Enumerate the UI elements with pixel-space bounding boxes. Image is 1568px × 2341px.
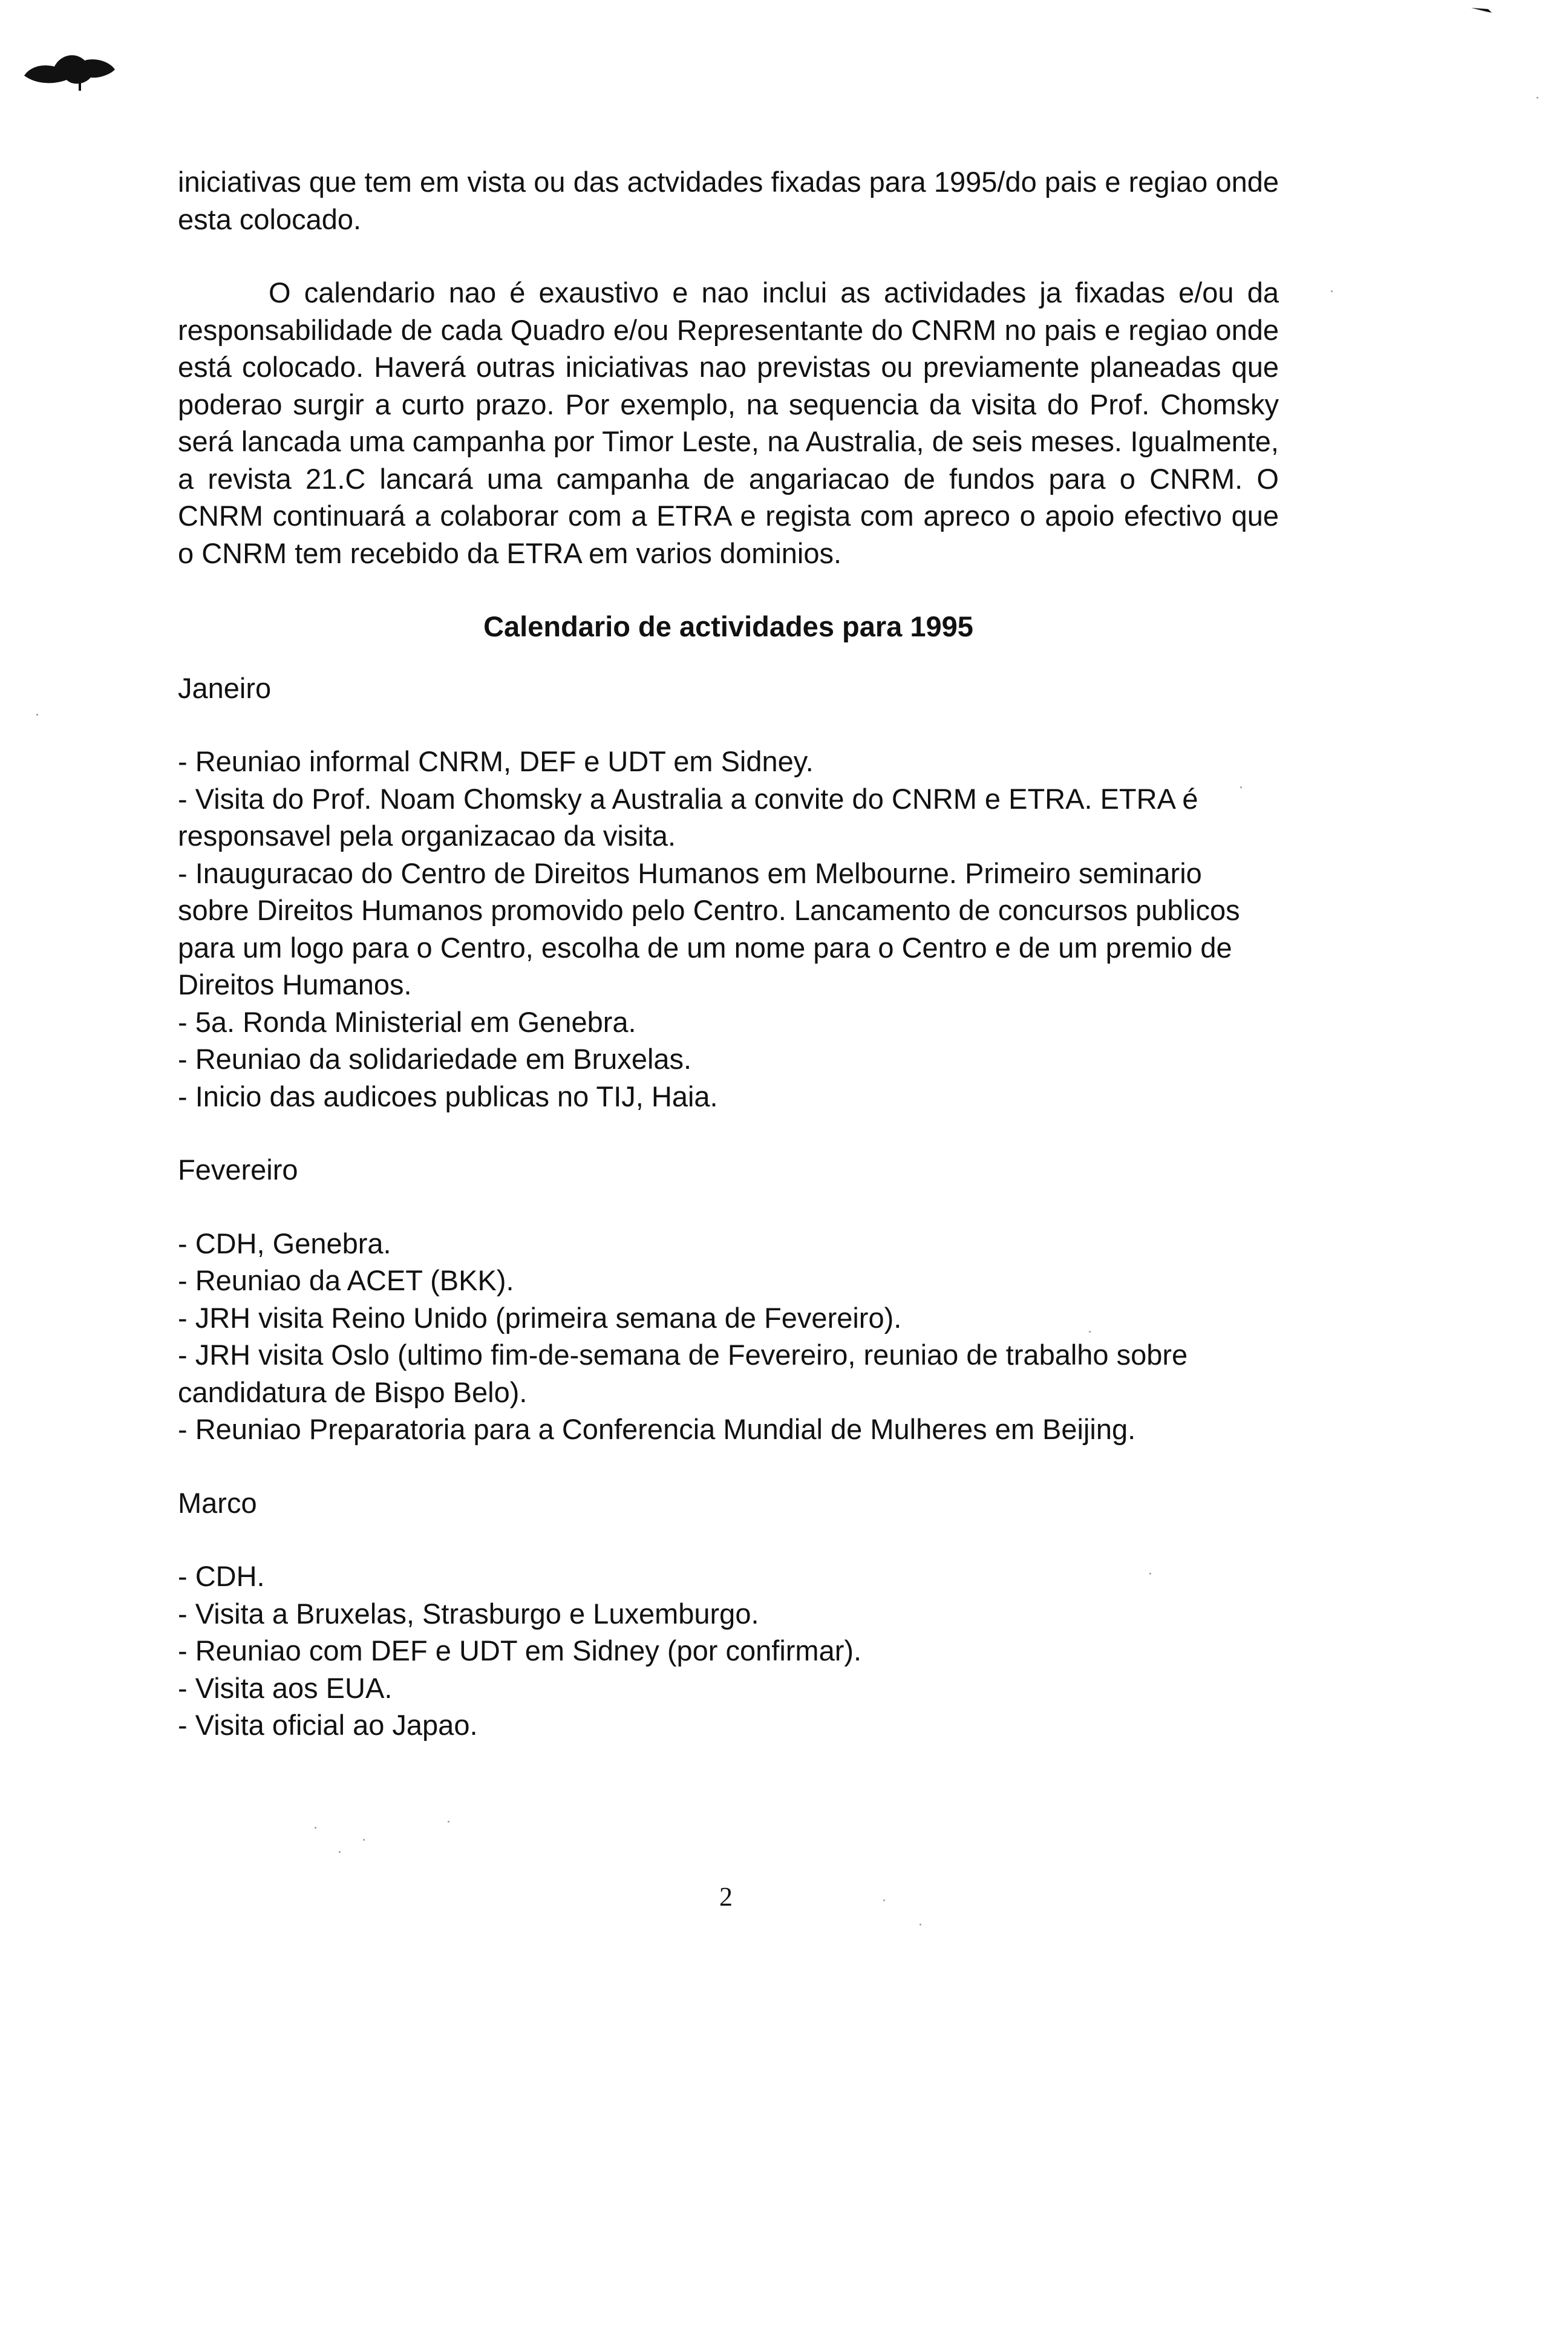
month-marco: Marco	[178, 1486, 257, 1519]
list-item: - JRH visita Oslo (ultimo fim-de-semana de Fevereiro, reuniao de trabalho sobre candidatura de Bispo Belo).	[178, 1339, 1188, 1408]
scan-mark-icon	[1470, 3, 1494, 15]
marco-list	[178, 1558, 1279, 1744]
list-item: - CDH, Genebra.	[178, 1227, 391, 1259]
month-fevereiro: Fevereiro	[178, 1154, 298, 1186]
list-item: - Visita oficial ao Japao.	[178, 1709, 478, 1741]
list-item: - Reuniao com DEF e UDT em Sidney (por confirmar).	[178, 1634, 862, 1667]
list-item: - CDH.	[178, 1560, 265, 1592]
list-item: - Reuniao da ACET (BKK).	[178, 1264, 514, 1296]
paragraph-1: iniciativas que tem em vista ou das actvidades fixadas para 1995/do pais e regiao onde esta colocado.	[178, 166, 1279, 235]
ink-blot-icon	[18, 42, 121, 97]
document-body	[178, 163, 1279, 1744]
list-item: - Reuniao informal CNRM, DEF e UDT em Sidney.	[178, 745, 814, 777]
paragraph-2: O calendario nao é exaustivo e nao inclui as actividades ja fixadas e/ou da responsabilidade de cada Quadro e/ou Representante do CNRM no pais e regiao onde está colocado. Haverá outras iniciativas nao previstas ou previamente planeadas que poderao surgir a curto prazo. Por exemplo, na sequencia da visita do Prof. Chomsky será lancada uma campanha por Timor Leste, na Australia, de seis meses. Igualmente, a revista 21.C lancará uma campanha de angariacao de fundos para o CNRM. O CNRM continuará a colaborar com a ETRA e regista com apreco o apoio efectivo que o CNRM tem recebido da ETRA em varios dominios.	[178, 276, 1279, 569]
fevereiro-list	[178, 1225, 1279, 1448]
list-item: - Visita do Prof. Noam Chomsky a Australia a convite do CNRM e ETRA. ETRA é responsavel pela organizacao da visita.	[178, 782, 1198, 852]
list-item: - JRH visita Reino Unido (primeira semana de Fevereiro).	[178, 1301, 902, 1334]
page-number: 2	[719, 1882, 733, 1912]
list-item: - Inauguracao do Centro de Direitos Humanos em Melbourne. Primeiro seminario sobre Direitos Humanos promovido pelo Centro. Lancamento de concursos publicos para um logo para o Centro, escolha de um nome para o Centro e de um premio de Direitos Humanos.	[178, 857, 1240, 1001]
list-item: - Reuniao da solidariedade em Bruxelas.	[178, 1043, 692, 1075]
list-item: - Visita aos EUA.	[178, 1671, 393, 1704]
list-item: - Visita a Bruxelas, Strasburgo e Luxemburgo.	[178, 1597, 759, 1630]
list-item: - Reuniao Preparatoria para a Conferencia Mundial de Mulheres em Beijing.	[178, 1413, 1136, 1445]
list-item: - Inicio das audicoes publicas no TIJ, Haia.	[178, 1080, 718, 1112]
janeiro-list	[178, 743, 1279, 1115]
list-item: - 5a. Ronda Ministerial em Genebra.	[178, 1005, 636, 1038]
calendar-heading: Calendario de actividades para 1995	[483, 610, 973, 642]
month-janeiro: Janeiro	[178, 671, 272, 704]
